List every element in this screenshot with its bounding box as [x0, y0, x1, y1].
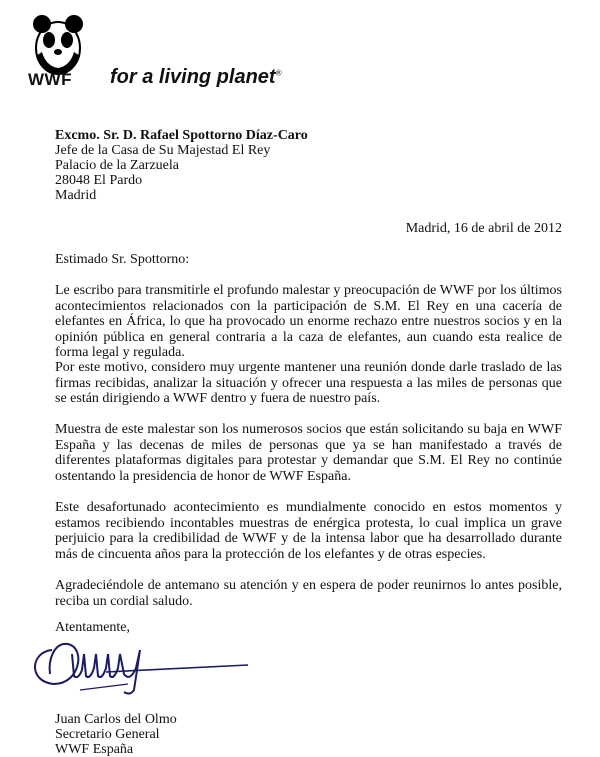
recipient-line: Palacio de la Zarzuela	[55, 158, 179, 173]
closing: Atentamente,	[55, 620, 131, 635]
tagline	[110, 66, 281, 89]
brand-wordmark: WWF	[28, 70, 72, 89]
salutation: Estimado Sr. Spottorno:	[55, 252, 190, 267]
recipient-name: Excmo. Sr. D. Rafael Spottorno Díaz-Caro	[55, 128, 308, 143]
signer-block	[55, 712, 177, 757]
trademark-symbol: ®	[275, 68, 282, 78]
letter-date: Madrid, 16 de abril de 2012	[405, 221, 562, 236]
body-paragraph: Por este motivo, considero muy urgente mantener una reunión donde darle traslado de las firmas recibidas, analizar la situación y ofrecer una respuesta a las miles de personas que se están dirigiendo a WWF dentro y fuera de nuestro país.	[55, 360, 562, 406]
body-paragraph: Este desafortunado acontecimiento es mundialmente conocido en estos momentos y estamos recibiendo incontables muestras de enérgica protesta, lo cual implica un grave perjuicio para la credibilidad de WWF y de la intensa labor que ha desarrollado durante más de cincuenta años para la protección de los elefantes y de otras especies.	[55, 500, 562, 562]
signer-name: Juan Carlos del Olmo	[55, 712, 177, 727]
recipient-line: Jefe de la Casa de Su Majestad El Rey	[55, 143, 271, 158]
body-paragraph: Le escribo para transmitirle el profundo malestar y preocupación de WWF por los últimos acontecimientos relacionados con la participación de S.M. El Rey en una cacería de elefantes en África, lo que ha provocado un enorme rechazo entre nuestros socios y en la opinión pública en general contraria a la caza de elefantes, aun cuando esta realice de forma legal y regulada.	[55, 283, 562, 360]
tagline-text: for a living planet	[110, 66, 276, 88]
recipient-line: Madrid	[55, 188, 97, 203]
signer-title: Secretario General	[55, 727, 160, 742]
body-paragraph: Muestra de este malestar son los numerosos socios que están solicitando su baja en WWF España y las decenas de miles de personas que ya se han manifestado a través de diferentes plataformas digitales para protestar y demandar que S.M. El Rey no continúe ostentando la presidencia de honor de WWF España.	[55, 422, 562, 484]
body-paragraph: Agradeciéndole de antemano su atención y en espera de poder reunirnos lo antes posible, reciba un cordial saludo.	[55, 578, 562, 609]
signer-org: WWF España	[55, 742, 134, 757]
recipient-address	[55, 128, 308, 203]
handwritten-signature	[20, 620, 250, 700]
recipient-line: 28048 El Pardo	[55, 173, 143, 188]
